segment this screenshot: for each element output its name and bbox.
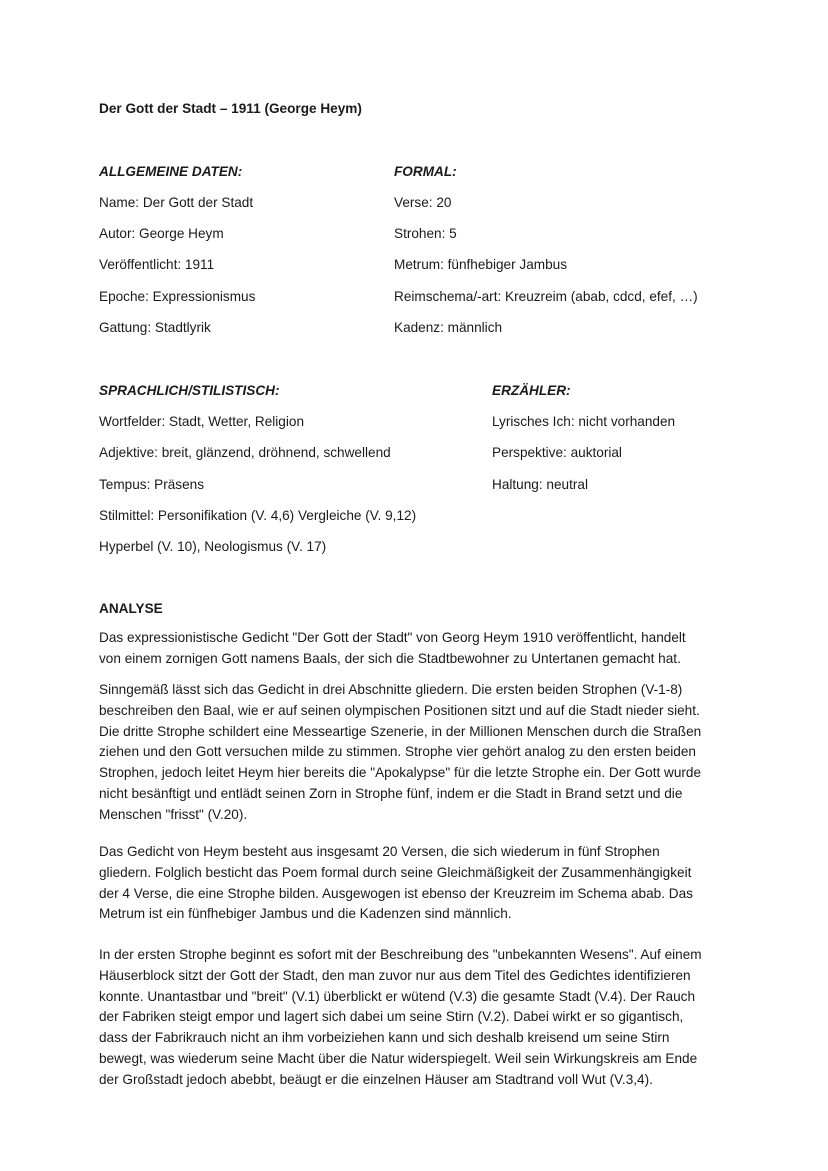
erzaehler-item: Lyrisches Ich: nicht vorhanden xyxy=(492,414,676,429)
sprachlich-item: Hyperbel (V. 10), Neologismus (V. 17) xyxy=(99,539,327,554)
analyse-heading: ANALYSE xyxy=(99,601,163,616)
paragraph-line: Das Gedicht von Heym besteht aus insgesamt 20 Versen, die sich wiederum in fünf Strophen xyxy=(99,844,660,859)
formal-item: Kadenz: männlich xyxy=(394,320,503,335)
formal-item: Metrum: fünfhebiger Jambus xyxy=(394,257,568,272)
formal-item: Reimschema/-art: Kreuzreim (abab, cdcd, efef, …) xyxy=(394,289,698,304)
paragraph-line: Metrum ist ein fünfhebiger Jambus und die Kadenzen sind männlich. xyxy=(99,906,512,922)
formal-item: Strohen: 5 xyxy=(394,226,457,241)
paragraph-line: Die dritte Strophe schildert eine Messeartige Szenerie, in der Millionen Menschen durch die Straßen xyxy=(99,723,702,739)
erzaehler-item: Perspektive: auktorial xyxy=(492,445,622,460)
document-title: Der Gott der Stadt – 1911 (George Heym) xyxy=(99,101,362,116)
paragraph-line: beschreiben den Baal, wie er auf seinen olympischen Positionen sitzt und auf die Stadt nieder sieht. xyxy=(99,702,700,718)
paragraph-line: von einem zornigen Gott namens Baals, der sich die Stadtbewohner zu Untertanen gemacht hat. xyxy=(99,650,681,666)
paragraph-line: der 4 Verse, die eine Strophe bilden. Ausgewogen ist ebenso der Kreuzreim im Schema abab. Das xyxy=(99,885,693,901)
sprachlich-item: Adjektive: breit, glänzend, dröhnend, schwellend xyxy=(99,445,391,460)
analyse-paragraph xyxy=(99,945,739,1091)
paragraph-line: In der ersten Strophe beginnt es sofort mit der Beschreibung des "unbekannten Wesens". Auf einem xyxy=(99,947,702,962)
paragraph-line: Das expressionistische Gedicht "Der Gott der Stadt" von Georg Heym 1910 veröffentlicht, handelt xyxy=(99,630,686,645)
paragraph-line: Strophen, jedoch leitet Heym hier bereits die "Apokalypse" für die letzte Strophe ein. Der Gott wurde xyxy=(99,765,702,781)
analyse-paragraph xyxy=(99,842,739,925)
paragraph-line: ziehen und den Gott versuchen milde zu stimmen. Strophe vier gehört analog zu den ersten beiden xyxy=(99,744,696,760)
paragraph-line: Häuserblock sitzt der Gott der Stadt, den man zuvor nur aus dem Titel des Gedichtes identifizieren xyxy=(99,967,691,983)
allgemeine-item: Epoche: Expressionismus xyxy=(99,289,256,304)
sprachlich-item: Wortfelder: Stadt, Wetter, Religion xyxy=(99,414,305,429)
allgemeine-item: Autor: George Heym xyxy=(99,226,224,241)
paragraph-line: nicht besänftigt und entlädt seinen Zorn in Strophe fünf, indem er die Stadt in Brand setzt und die xyxy=(99,785,683,801)
sprachlich-item: Stilmittel: Personifikation (V. 4,6) Vergleiche (V. 9,12) xyxy=(99,508,417,523)
paragraph-line: Sinngemäß lässt sich das Gedicht in drei Abschnitte gliedern. Die ersten beiden Strophen (V-1-8) xyxy=(99,682,683,697)
paragraph-line: dass der Fabrikrauch nicht an ihm vorbeiziehen kann und sich deshalb kreisend um seine Stirn xyxy=(99,1030,670,1046)
sprachlich-item: Tempus: Präsens xyxy=(99,477,205,492)
analyse-paragraph xyxy=(99,680,739,826)
paragraph-line: gliedern. Folglich besticht das Poem formal durch seine Gleichmäßigkeit der Zusammenhängigkeit xyxy=(99,864,692,880)
erzaehler-heading: ERZÄHLER: xyxy=(492,383,571,398)
allgemeine-heading: ALLGEMEINE DATEN: xyxy=(99,164,243,179)
paragraph-line: bewegt, was wiederum seine Macht über die Natur widerspiegelt. Weil sein Wirkungskreis am Ende xyxy=(99,1050,698,1066)
formal-heading: FORMAL: xyxy=(394,164,457,179)
formal-item: Verse: 20 xyxy=(394,195,452,210)
analyse-paragraph xyxy=(99,628,739,670)
paragraph-line: Menschen "frisst" (V.20). xyxy=(99,806,248,822)
allgemeine-item: Gattung: Stadtlyrik xyxy=(99,320,211,335)
paragraph-line: der Großstadt jedoch abebbt, beäugt er die einzelnen Häuser am Stadtrand voll Wut (V.3,4). xyxy=(99,1071,653,1087)
erzaehler-item: Haltung: neutral xyxy=(492,477,588,492)
allgemeine-item: Name: Der Gott der Stadt xyxy=(99,195,254,210)
allgemeine-item: Veröffentlicht: 1911 xyxy=(99,257,215,272)
paragraph-line: konnte. Unantastbar und "breit" (V.1) überblickt er wütend (V.3) die gesamte Stadt (V.4). Der Rauch xyxy=(99,988,696,1004)
sprachlich-heading: SPRACHLICH/STILISTISCH: xyxy=(99,383,280,398)
paragraph-line: der Fabriken steigt empor und lagert sich dabei um seine Stirn (V.2). Dabei wirkt er so gigantisch, xyxy=(99,1009,684,1025)
